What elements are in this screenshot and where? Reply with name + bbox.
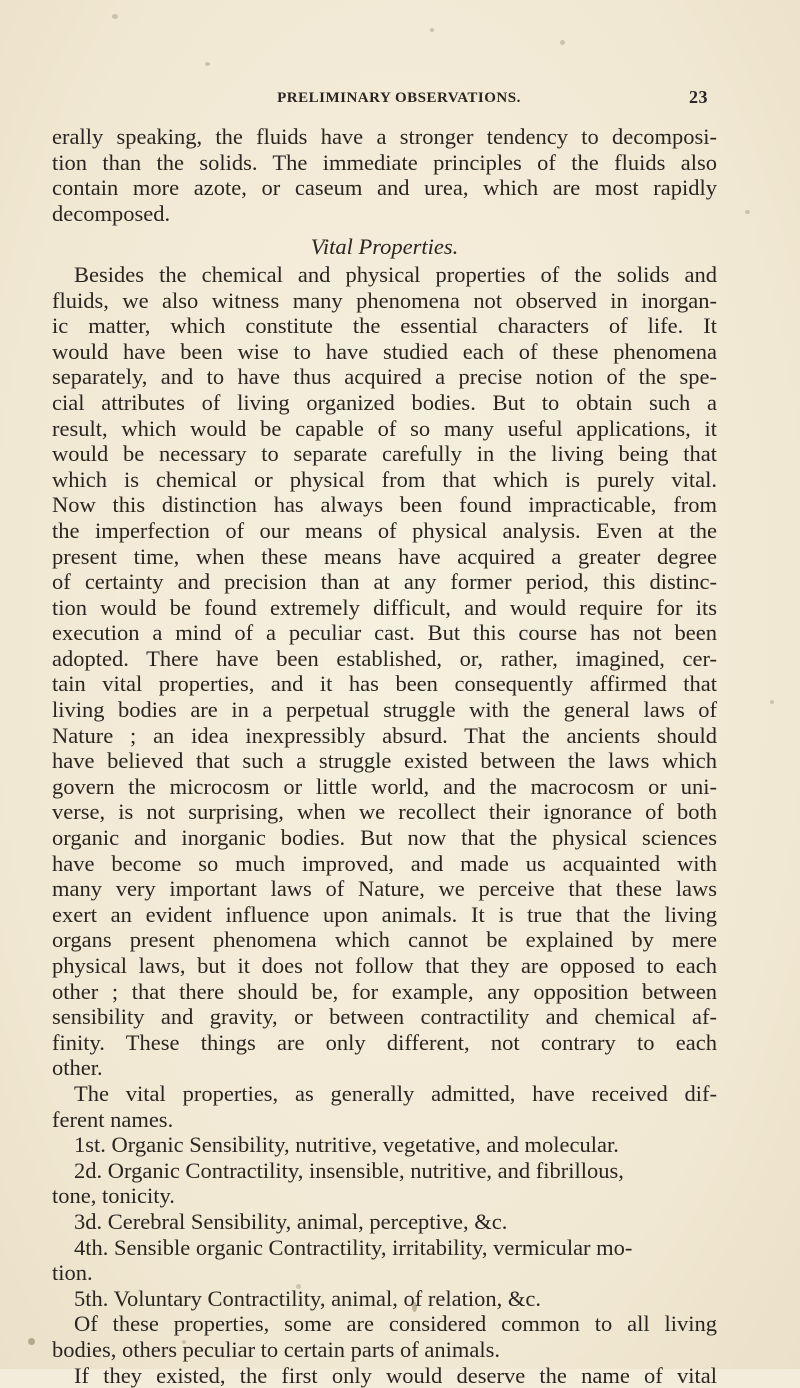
foxing-spot bbox=[770, 700, 774, 704]
text-line: Of these properties, some are considered common to all living bbox=[52, 1311, 717, 1337]
page-number: 23 bbox=[689, 87, 708, 108]
text-line: ic matter, which constitute the essential characters of life. It bbox=[52, 313, 717, 339]
text-line: 3d. Cerebral Sensibility, animal, perceptive, &c. bbox=[52, 1209, 717, 1235]
body-text bbox=[52, 124, 717, 1388]
foxing-spot bbox=[560, 40, 565, 45]
text-line: organs present phenomena which cannot be explained by mere bbox=[52, 927, 717, 953]
text-line: decomposed. bbox=[52, 201, 717, 227]
running-head-title: PRELIMINARY OBSERVATIONS. bbox=[90, 90, 708, 107]
text-line: 2d. Organic Contractility, insensible, nutritive, and fibrillous, bbox=[52, 1158, 717, 1184]
text-line: 4th. Sensible organic Contractility, irritability, vermicular mo- bbox=[52, 1235, 717, 1261]
text-line: execution a mind of a peculiar cast. But this course has not been bbox=[52, 620, 717, 646]
text-line: other. bbox=[52, 1055, 717, 1081]
text-line: tion than the solids. The immediate principles of the fluids also bbox=[52, 150, 717, 176]
foxing-spot bbox=[205, 62, 210, 66]
text-line: would be necessary to separate carefully in the living being that bbox=[52, 441, 717, 467]
text-line: Now this distinction has always been found impracticable, from bbox=[52, 492, 717, 518]
text-line: contain more azote, or caseum and urea, which are most rapidly bbox=[52, 175, 717, 201]
foxing-spot bbox=[430, 28, 434, 32]
text-line: Nature ; an idea inexpressibly absurd. That the ancients should bbox=[52, 723, 717, 749]
text-line: result, which would be capable of so many useful applications, it bbox=[52, 416, 717, 442]
text-line: Besides the chemical and physical properties of the solids and bbox=[52, 262, 717, 288]
text-line: which is chemical or physical from that which is purely vital. bbox=[52, 467, 717, 493]
text-line: fluids, we also witness many phenomena not observed in inorgan- bbox=[52, 288, 717, 314]
foxing-spot bbox=[112, 14, 118, 19]
text-line: The vital properties, as generally admitted, have received dif- bbox=[52, 1081, 717, 1107]
text-line: the imperfection of our means of physical analysis. Even at the bbox=[52, 518, 717, 544]
text-line: many very important laws of Nature, we perceive that these laws bbox=[52, 876, 717, 902]
text-line: tain vital properties, and it has been consequently affirmed that bbox=[52, 671, 717, 697]
text-line: have believed that such a struggle existed between the laws which bbox=[52, 748, 717, 774]
text-line: would have been wise to have studied each of these phenomena bbox=[52, 339, 717, 365]
running-head bbox=[90, 90, 708, 114]
text-line: 1st. Organic Sensibility, nutritive, vegetative, and molecular. bbox=[52, 1132, 717, 1158]
text-line: erally speaking, the fluids have a stronger tendency to decomposi- bbox=[52, 124, 717, 150]
text-line: physical laws, but it does not follow that they are opposed to each bbox=[52, 953, 717, 979]
text-line: ferent names. bbox=[52, 1107, 717, 1133]
foxing-spot bbox=[745, 210, 750, 214]
text-line: govern the microcosm or little world, and the macrocosm or uni- bbox=[52, 774, 717, 800]
text-line: sensibility and gravity, or between contractility and chemical af- bbox=[52, 1004, 717, 1030]
text-line: tion would be found extremely difficult, and would require for its bbox=[52, 595, 717, 621]
text-line: living bodies are in a perpetual struggle with the general laws of bbox=[52, 697, 717, 723]
text-line: 5th. Voluntary Contractility, animal, of relation, &c. bbox=[52, 1286, 717, 1312]
text-line: finity. These things are only different, not contrary to each bbox=[52, 1030, 717, 1056]
text-line: separately, and to have thus acquired a precise notion of the spe- bbox=[52, 364, 717, 390]
text-line: If they existed, the first only would deserve the name of vital bbox=[52, 1363, 717, 1388]
text-line: tion. bbox=[52, 1260, 717, 1286]
text-line: other ; that there should be, for example, any opposition between bbox=[52, 979, 717, 1005]
text-line: verse, is not surprising, when we recollect their ignorance of both bbox=[52, 799, 717, 825]
section-heading: Vital Properties. bbox=[52, 234, 717, 260]
text-line: tone, tonicity. bbox=[52, 1183, 717, 1209]
text-line: present time, when these means have acquired a greater degree bbox=[52, 544, 717, 570]
foxing-spot bbox=[28, 1338, 35, 1345]
text-line: cial attributes of living organized bodies. But to obtain such a bbox=[52, 390, 717, 416]
text-line: organic and inorganic bodies. But now that the physical sciences bbox=[52, 825, 717, 851]
text-line: bodies, others peculiar to certain parts of animals. bbox=[52, 1337, 717, 1363]
text-line: have become so much improved, and made us acquainted with bbox=[52, 851, 717, 877]
text-line: of certainty and precision than at any former period, this distinc- bbox=[52, 569, 717, 595]
text-line: adopted. There have been established, or, rather, imagined, cer- bbox=[52, 646, 717, 672]
text-line: exert an evident influence upon animals. It is true that the living bbox=[52, 902, 717, 928]
